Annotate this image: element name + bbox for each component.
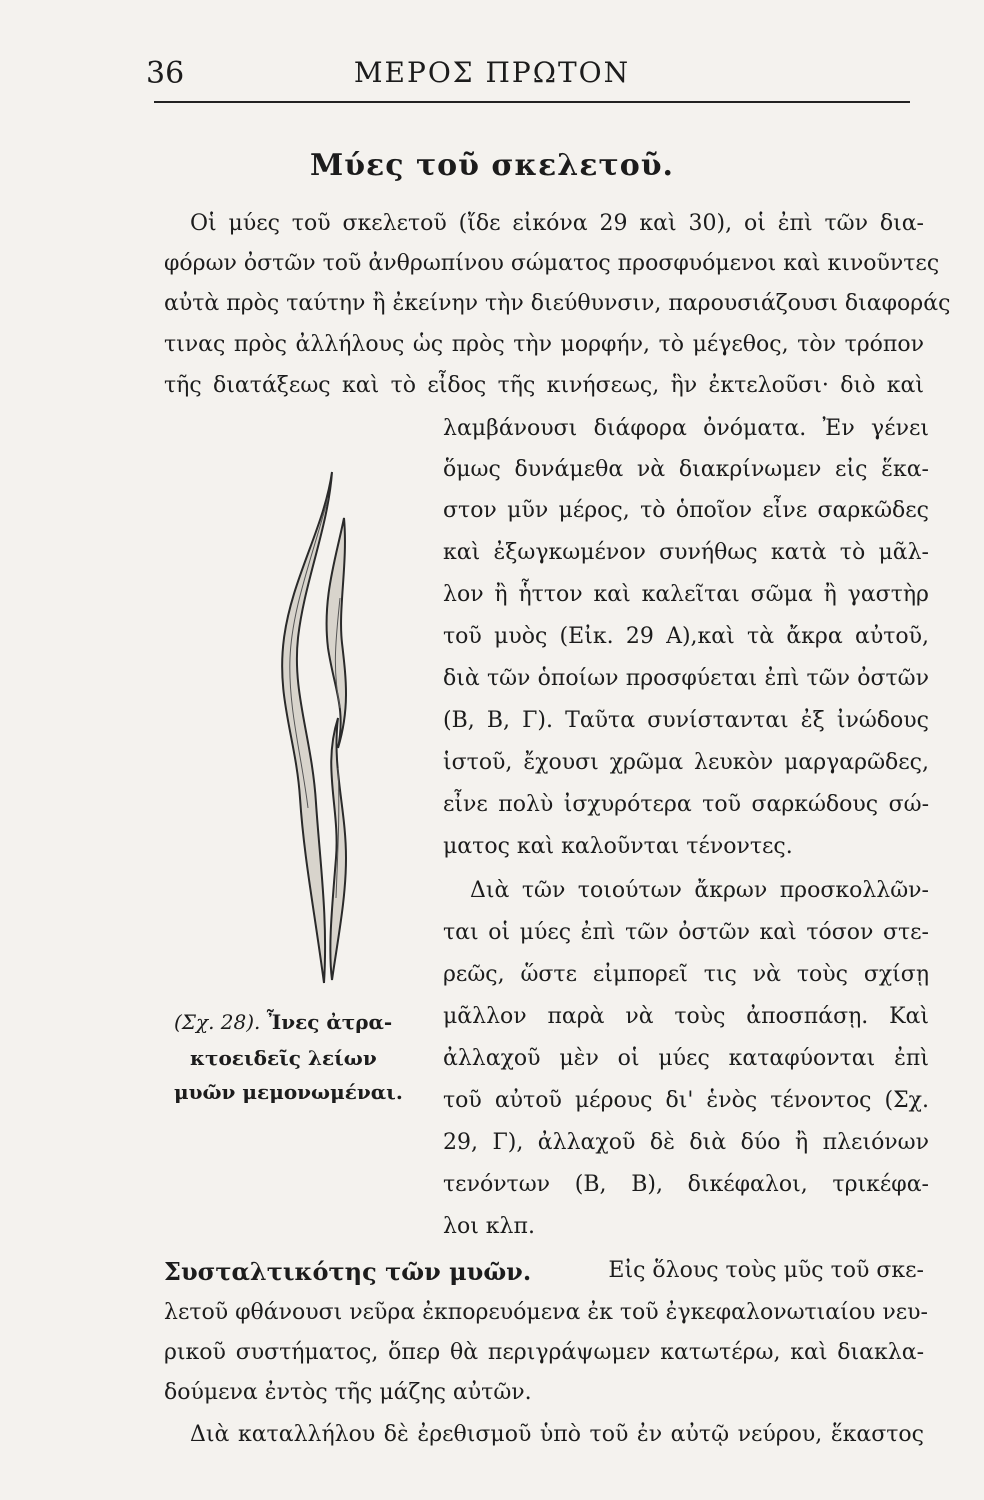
- text-line: διὰ τῶν ὁποίων προσφύεται ἐπὶ τῶν ὀστῶν: [443, 666, 929, 691]
- text-line: Διὰ καταλλήλου δὲ ἐρεθισμοῦ ὑπὸ τοῦ ἐν αὐτῷ νεύρου, ἕκαστος: [190, 1422, 924, 1447]
- text-line: μᾶλλον παρὰ νὰ τοὺς ἀποσπάσῃ. Καὶ: [443, 1004, 929, 1029]
- header-rule: [154, 101, 910, 103]
- text-line: λαμβάνουσι διάφορα ὀνόματα. Ἐν γένει: [443, 416, 929, 441]
- text-line: καὶ ἐξωγκωμένον συνήθως κατὰ τὸ μᾶλ-: [443, 540, 929, 565]
- figure-ref: (Σχ. 28).: [174, 1010, 261, 1034]
- figure-caption-line3: μυῶν μεμονωμέναι.: [174, 1080, 403, 1104]
- caption-text: Ἶνες ἀτρα-: [266, 1010, 393, 1034]
- text-line: τῆς διατάξεως καὶ τὸ εἶδος τῆς κινήσεως, ἣν ἐκτελοῦσι· διὸ καὶ: [164, 373, 924, 398]
- text-line: τινας πρὸς ἀλλήλους ὡς πρὸς τὴν μορφήν, τὸ μέγεθος, τὸν τρόπον: [164, 332, 924, 357]
- text-line: λον ἢ ἧττον καὶ καλεῖται σῶμα ἢ γαστὴρ: [443, 582, 929, 607]
- text-line: τενόντων (Β, Β), δικέφαλοι, τρικέφα-: [443, 1172, 929, 1197]
- subsection-first-line: Εἰς ὅλους τοὺς μῦς τοῦ σκε-: [608, 1258, 924, 1283]
- text-line: αὐτὰ πρὸς ταύτην ἢ ἐκείνην τὴν διεύθυνσιν, παρουσιάζουσι διαφοράς: [164, 291, 951, 316]
- section-title: Μύες τοῦ σκελετοῦ.: [310, 148, 674, 183]
- fiber-left: [282, 472, 332, 983]
- running-head: ΜΕΡΟΣ ΠΡΩΤΟΝ: [353, 56, 631, 89]
- text-line: φόρων ὀστῶν τοῦ ἀνθρωπίνου σώματος προσφυόμενοι καὶ κινοῦντες: [164, 251, 940, 276]
- text-line: τοῦ μυὸς (Εἰκ. 29 Α),καὶ τὰ ἄκρα αὐτοῦ,: [443, 624, 929, 649]
- text-line: ματος καὶ καλοῦνται τένοντες.: [443, 834, 793, 859]
- text-line: ἀλλαχοῦ μὲν οἱ μύες καταφύονται ἐπὶ: [443, 1046, 929, 1071]
- figure-caption-line2: κτοειδεῖς λείων: [190, 1046, 377, 1070]
- text-line: (Β, Β, Γ). Ταῦτα συνίστανται ἐξ ἰνώδους: [443, 708, 929, 733]
- text-line: δούμενα ἐντὸς τῆς μάζης αὐτῶν.: [164, 1380, 532, 1405]
- text-line: ρεῶς, ὥστε εἰμπορεῖ τις νὰ τοὺς σχίσῃ: [443, 962, 929, 987]
- text-line: Οἱ μύες τοῦ σκελετοῦ (ἴδε εἰκόνα 29 καὶ 30), οἱ ἐπὶ τῶν δια-: [190, 211, 924, 236]
- text-line: στον μῦν μέρος, τὸ ὁποῖον εἶνε σαρκῶδες: [443, 498, 929, 523]
- smooth-muscle-fibers-figure: [262, 468, 392, 988]
- text-line: ρικοῦ συστήματος, ὅπερ θὰ περιγράψωμεν κατωτέρω, καὶ διακλα-: [164, 1340, 924, 1365]
- text-line: λοι κλπ.: [443, 1214, 535, 1239]
- page-number: 36: [146, 56, 185, 91]
- text-line: Διὰ τῶν τοιούτων ἄκρων προσκολλῶν-: [470, 878, 929, 903]
- text-line: τοῦ αὐτοῦ μέρους δι' ἑνὸς τένοντος (Σχ.: [443, 1088, 929, 1113]
- figure-caption-line1: [174, 1010, 444, 1034]
- text-line: λετοῦ φθάνουσι νεῦρα ἐκπορευόμενα ἐκ τοῦ ἐγκεφαλονωτιαίου νευ-: [164, 1300, 928, 1325]
- text-line: ἱστοῦ, ἔχουσι χρῶμα λευκὸν μαργαρῶδες,: [443, 750, 929, 775]
- subsection-heading: Συσταλτικότης τῶν μυῶν.: [164, 1257, 532, 1286]
- text-line: ται οἱ μύες ἐπὶ τῶν ὀστῶν καὶ τόσον στε-: [443, 920, 929, 945]
- text-line: 29, Γ), ἀλλαχοῦ δὲ διὰ δύο ἢ πλειόνων: [443, 1130, 929, 1155]
- text-line: ὅμως δυνάμεθα νὰ διακρίνωμεν εἰς ἕκα-: [443, 457, 929, 482]
- text-line: εἶνε πολὺ ἰσχυρότερα τοῦ σαρκώδους σώ-: [443, 792, 929, 817]
- text-line: [164, 1257, 924, 1286]
